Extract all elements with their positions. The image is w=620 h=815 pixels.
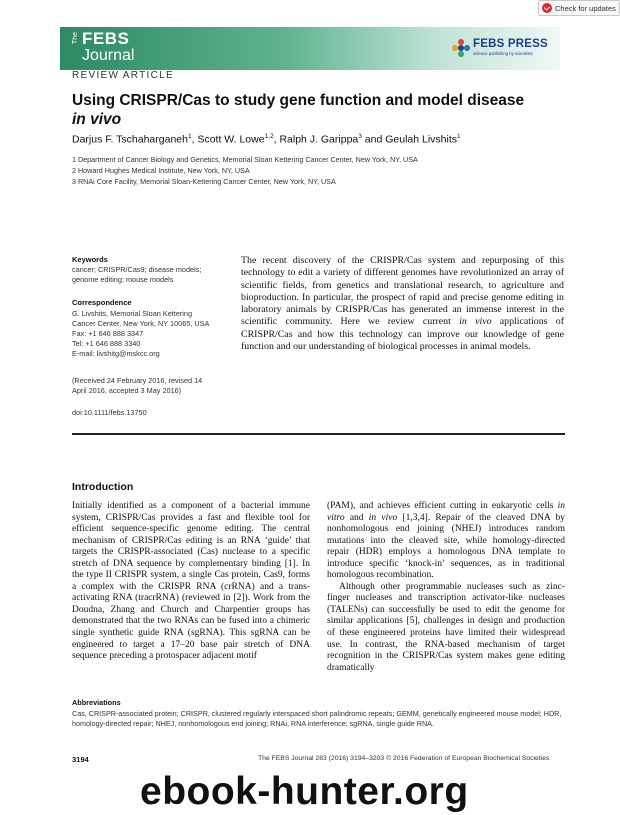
received-dates: (Received 24 February 2016, revised 14 April 2016, accepted 3 May 2016) [72,376,203,395]
section-divider [72,433,565,435]
update-check-icon [542,3,552,13]
page-number: 3194 [72,755,89,764]
intro-column-left: Initially identified as a component of a bacterial immune system, CRISPR/Cas provides a fast and flexible tool for efficient sequence-specific genome editing. The central mechanism of CRISPR/Cas editing is an RNA ‘guide’ that targets the CRISPR-associated (Cas) nuclease to a specific stretch of DNA sequence by complementary binding [1]. In the type II CRISPR system, a single Cas protein, Cas9, forms a complex with the CRISPR RNA (crRNA) and a trans-activating RNA (tracrRNA) (reviewed in [2]). Work from the Doudna, Zhang and Church and Charpentier groups has demonstrated that the two RNAs can be fused into a chimeric single synthetic guide RNA (sgRNA). This sgRNA can be engineered to target a 17–20 base pair stretch of DNA sequence preceding a protospacer adjacent motif [72,501,310,662]
journal-citation: The FEBS Journal 283 (2016) 3194–3203 © 2016 Federation of European Biochemical Societies [258,755,550,762]
abbreviations-heading: Abbreviations [72,698,121,707]
article-title: Using CRISPR/Cas to study gene function and model disease in vivo [72,92,525,128]
correspondence-email-link[interactable]: E-mail: livshitg@mskcc.org [72,349,160,358]
abbreviations-text: Cas, CRISPR-associated protein; CRISPR, clustered regularly interspaced short palindromic repeats; GEMM, genetically engineered mouse model; HDR, homology-directed repair; NHEJ, nonhomologous end joining; RNAi, RNA interference; sgRNA, single guide RNA. [72,709,562,728]
check-for-updates-label: Check for updates [555,3,616,13]
keywords-heading: Keywords [72,255,108,264]
intro-column-right: (PAM), and achieves efficient cutting in eukaryotic cells in vitro and in vivo [1,3,4]. Repair of the cleaved DNA by nonhomologous end joining (NHEJ) introduces random mutations into the cleaved site, while homology-directed repair (HDR) employs a homologous DNA template to introduce specific ‘knock-in’ sequences, as in traditional homologous recombination. Although other programmable nucleases such as zinc-finger nucleases and transcription activator-like nucleases (TALENs) can successfully be used to edit the genome for similar applications [5], challenges in design and production of these engineered proteins have limited their widespread use. In contrast, the RNA-based mechanism of target recognition in the CRISPR/Cas system makes gene editing dramatically [327,501,566,673]
febs-press-dots-icon [452,39,470,57]
febs-journal-logo: The FEBS Journal [72,29,135,64]
correspondence-text: G. Livshits, Memorial Sloan Kettering Cancer Center, New York, NY 10065, USA Fax: +1 646 888 3347 Tel: +1 646 888 3340 E-mail: livshitg@mskcc.org [72,309,237,359]
affiliation-1: 1 Department of Cancer Biology and Genetics, Memorial Sloan Kettering Cancer Center, New York, NY, USA [72,155,418,164]
keywords-text: cancer; CRISPR/Cas9; disease models; genome editing; mouse models [72,265,202,284]
affiliation-2: 2 Howard Hughes Medical Institute, New York, NY, USA [72,166,250,175]
check-for-updates-button[interactable] [538,0,620,16]
introduction-heading: Introduction [72,481,134,493]
febs-press-logo: FEBS PRESS science publishing by scientists [452,38,560,60]
correspondence-heading: Correspondence [72,298,132,307]
article-type: REVIEW ARTICLE [72,70,174,81]
watermark-text: ebook-hunter.org [140,770,469,813]
abstract-text: The recent discovery of the CRISPR/Cas system and repurposing of this technology to edit a variety of different genomes have revolutionized an array of scientific fields, from genetics and translational research, to agriculture and bioproduction. In particular, the prospect of rapid and precise genome editing in laboratory animals by CRISPR/Cas has generated an immense interest in the scientific community. Here we review current in vivo applications of CRISPR/Cas and how this technology can improve our knowledge of gene function and our understanding of biological processes in animal models. [241,255,565,353]
author-list: Darjus F. Tschaharganeh$^1$, Scott W. Lowe$^{1,2}$, Ralph J. Garippa$^3$ and Geulah Livshits$^1$ [72,133,461,146]
doi-link[interactable]: doi:10.1111/febs.13750 [72,408,147,417]
affiliation-3: 3 RNAi Core Facility, Memorial Sloan-Kettering Cancer Center, New York, NY, USA [72,177,336,186]
